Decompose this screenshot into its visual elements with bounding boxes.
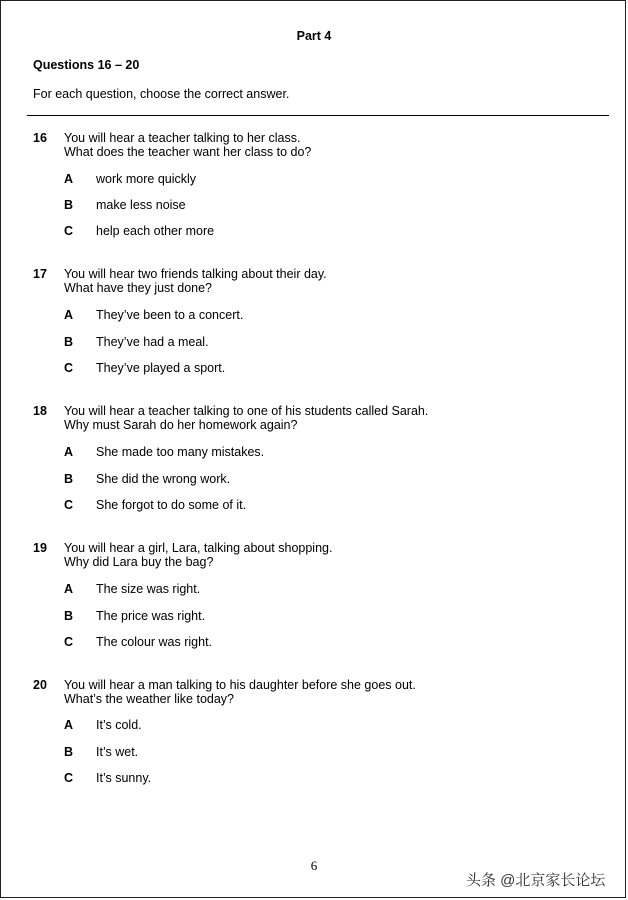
question-number: 16 bbox=[33, 131, 47, 145]
question-prompt: What have they just done? bbox=[64, 281, 213, 295]
divider bbox=[27, 115, 609, 116]
instruction-text: For each question, choose the correct answer. bbox=[33, 87, 290, 101]
question-context: You will hear a man talking to his daughter before she goes out. bbox=[64, 678, 416, 692]
question-prompt: Why did Lara buy the bag? bbox=[64, 555, 214, 569]
answer-option[interactable] bbox=[1, 498, 627, 514]
question-number: 20 bbox=[33, 678, 47, 692]
option-letter: B bbox=[64, 472, 74, 486]
option-letter: A bbox=[64, 445, 74, 459]
question-number: 17 bbox=[33, 267, 47, 281]
option-letter: C bbox=[64, 771, 74, 785]
option-text: The size was right. bbox=[96, 582, 201, 596]
option-text: She did the wrong work. bbox=[96, 472, 231, 486]
option-text: The colour was right. bbox=[96, 635, 213, 649]
option-letter: B bbox=[64, 745, 74, 759]
question-context: You will hear two friends talking about their day. bbox=[64, 267, 327, 281]
question-context: You will hear a teacher talking to one of his students called Sarah. bbox=[64, 404, 429, 418]
option-text: It’s cold. bbox=[96, 718, 142, 732]
option-letter: C bbox=[64, 635, 74, 649]
option-text: They’ve played a sport. bbox=[96, 361, 226, 375]
question-number: 19 bbox=[33, 541, 47, 555]
answer-option[interactable] bbox=[1, 609, 627, 625]
option-text: She forgot to do some of it. bbox=[96, 498, 247, 512]
option-letter: C bbox=[64, 361, 74, 375]
answer-option[interactable] bbox=[1, 745, 627, 761]
question-prompt: What does the teacher want her class to do? bbox=[64, 145, 312, 159]
question-prompt: What’s the weather like today? bbox=[64, 692, 235, 706]
option-text: It’s sunny. bbox=[96, 771, 152, 785]
option-letter: A bbox=[64, 582, 74, 596]
page-number: 6 bbox=[310, 858, 318, 873]
watermark-text: 头条 @北京家长论坛 bbox=[466, 872, 606, 889]
answer-option[interactable] bbox=[1, 771, 627, 787]
answer-option[interactable] bbox=[1, 172, 627, 188]
question-prompt: Why must Sarah do her homework again? bbox=[64, 418, 298, 432]
answer-option[interactable] bbox=[1, 308, 627, 324]
part-title: Part 4 bbox=[296, 29, 332, 43]
option-text: They’ve had a meal. bbox=[96, 335, 209, 349]
option-text: She made too many mistakes. bbox=[96, 445, 265, 459]
option-text: It’s wet. bbox=[96, 745, 139, 759]
answer-option[interactable] bbox=[1, 718, 627, 734]
question-context: You will hear a teacher talking to her class. bbox=[64, 131, 301, 145]
option-letter: C bbox=[64, 224, 74, 238]
answer-option[interactable] bbox=[1, 224, 627, 240]
answer-option[interactable] bbox=[1, 335, 627, 351]
option-letter: A bbox=[64, 172, 74, 186]
option-letter: A bbox=[64, 308, 74, 322]
option-text: work more quickly bbox=[96, 172, 197, 186]
option-text: help each other more bbox=[96, 224, 215, 238]
answer-option[interactable] bbox=[1, 198, 627, 214]
answer-option[interactable] bbox=[1, 445, 627, 461]
option-letter: B bbox=[64, 335, 74, 349]
option-letter: A bbox=[64, 718, 74, 732]
questions-heading: Questions 16 – 20 bbox=[33, 58, 140, 72]
option-text: The price was right. bbox=[96, 609, 206, 623]
answer-option[interactable] bbox=[1, 582, 627, 598]
question-number: 18 bbox=[33, 404, 47, 418]
question-context: You will hear a girl, Lara, talking about shopping. bbox=[64, 541, 333, 555]
option-text: They’ve been to a concert. bbox=[96, 308, 244, 322]
option-text: make less noise bbox=[96, 198, 186, 212]
answer-option[interactable] bbox=[1, 635, 627, 651]
option-letter: B bbox=[64, 198, 74, 212]
option-letter: B bbox=[64, 609, 74, 623]
answer-option[interactable] bbox=[1, 361, 627, 377]
answer-option[interactable] bbox=[1, 472, 627, 488]
option-letter: C bbox=[64, 498, 74, 512]
